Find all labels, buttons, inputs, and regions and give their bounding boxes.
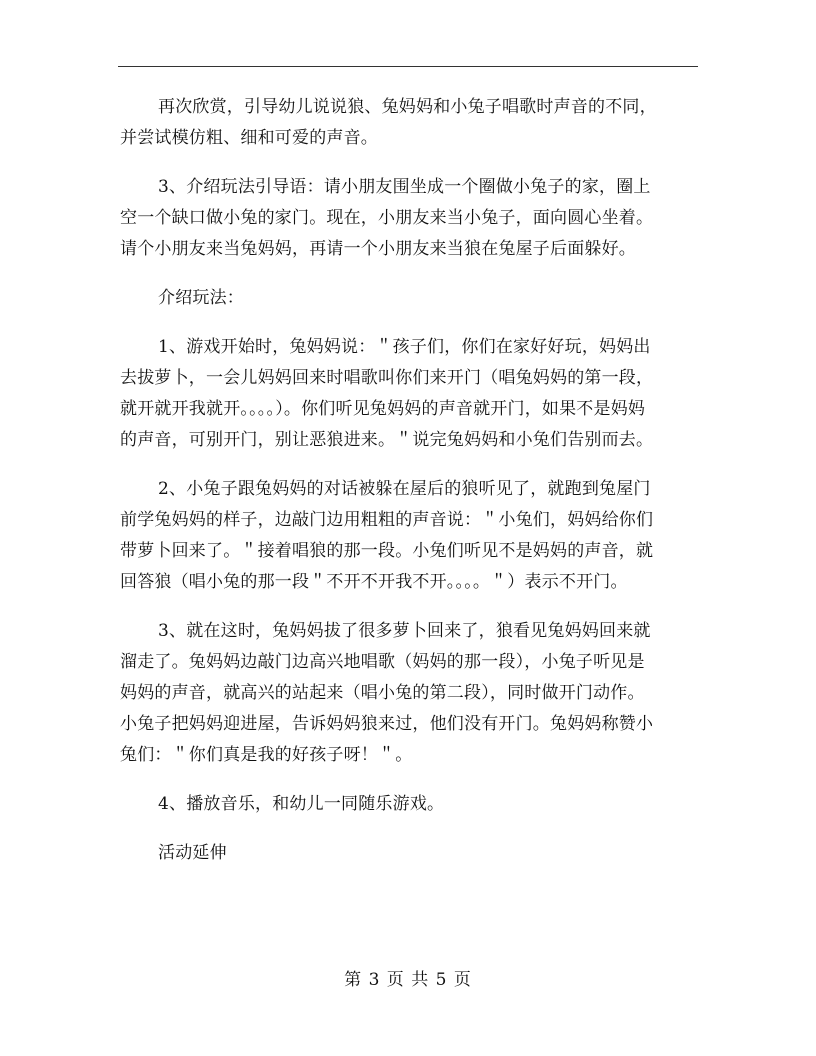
text-line: 带萝卜回来了。＂接着唱狼的那一段。小兔们听见不是妈妈的声音，就 (120, 541, 654, 561)
text-line: 再次欣赏，引导幼儿说说狼、兔妈妈和小兔子唱歌时声音的不同， (158, 97, 657, 117)
text-line: 妈妈的声音，就高兴的站起来（唱小兔的第二段），同时做开门动作。 (120, 683, 645, 703)
paragraph (120, 332, 700, 456)
header-rule (118, 66, 698, 67)
text-line: 兔们：＂你们真是我的好孩子呀！＂。 (120, 745, 413, 765)
paragraph (120, 283, 700, 314)
text-line: 3、就在这时，兔妈妈拔了很多萝卜回来了，狼看见兔妈妈回来就 (158, 621, 651, 641)
text-line: 4、播放音乐，和幼儿一同随乐游戏。 (158, 794, 445, 814)
page-number: 第 3 页 共 5 页 (344, 970, 472, 990)
paragraph (120, 789, 700, 820)
text-line: 2、小兔子跟兔妈妈的对话被躲在屋后的狼听见了，就跑到兔屋门 (158, 479, 651, 499)
text-line: 1、游戏开始时，兔妈妈说：＂孩子们，你们在家好好玩，妈妈出 (158, 337, 651, 357)
text-line: 介绍玩法： (158, 288, 244, 308)
text-line: 3、介绍玩法引导语：请小朋友围坐成一个圈做小兔子的家，圈上 (158, 177, 651, 197)
text-line: 并尝试模仿粗、细和可爱的声音。 (120, 128, 378, 148)
paragraph (120, 616, 700, 771)
paragraph (120, 92, 700, 154)
text-line: 回答狼（唱小兔的那一段＂不开不开我不开。。。。＂）表示不开门。 (120, 572, 628, 592)
paragraph (120, 474, 700, 598)
text-line: 空一个缺口做小兔的家门。现在，小朋友来当小兔子，面向圆心坐着。 (120, 208, 654, 228)
paragraph (120, 172, 700, 265)
text-line: 小兔子把妈妈迎进屋，告诉妈妈狼来过，他们没有开门。兔妈妈称赞小 (120, 714, 654, 734)
section-heading (120, 838, 700, 869)
text-line: 请个小朋友来当兔妈妈，再请一个小朋友来当狼在兔屋子后面躲好。 (120, 239, 636, 259)
text-line: 活动延伸 (158, 843, 227, 863)
document-body (120, 92, 700, 887)
text-line: 的声音，可别开门，别让恶狼进来。＂说完兔妈妈和小兔们告别而去。 (120, 430, 654, 450)
text-line: 就开就开我就开。。。。）。你们听见兔妈妈的声音就开门，如果不是妈妈 (120, 399, 646, 419)
text-line: 前学兔妈妈的样子，边敲门边用粗粗的声音说：＂小兔们，妈妈给你们 (120, 510, 654, 530)
text-line: 去拔萝卜，一会儿妈妈回来时唱歌叫你们来开门（唱兔妈妈的第一段， (120, 368, 654, 388)
text-line: 溜走了。兔妈妈边敲门边高兴地唱歌（妈妈的那一段），小兔子听见是 (120, 652, 645, 672)
